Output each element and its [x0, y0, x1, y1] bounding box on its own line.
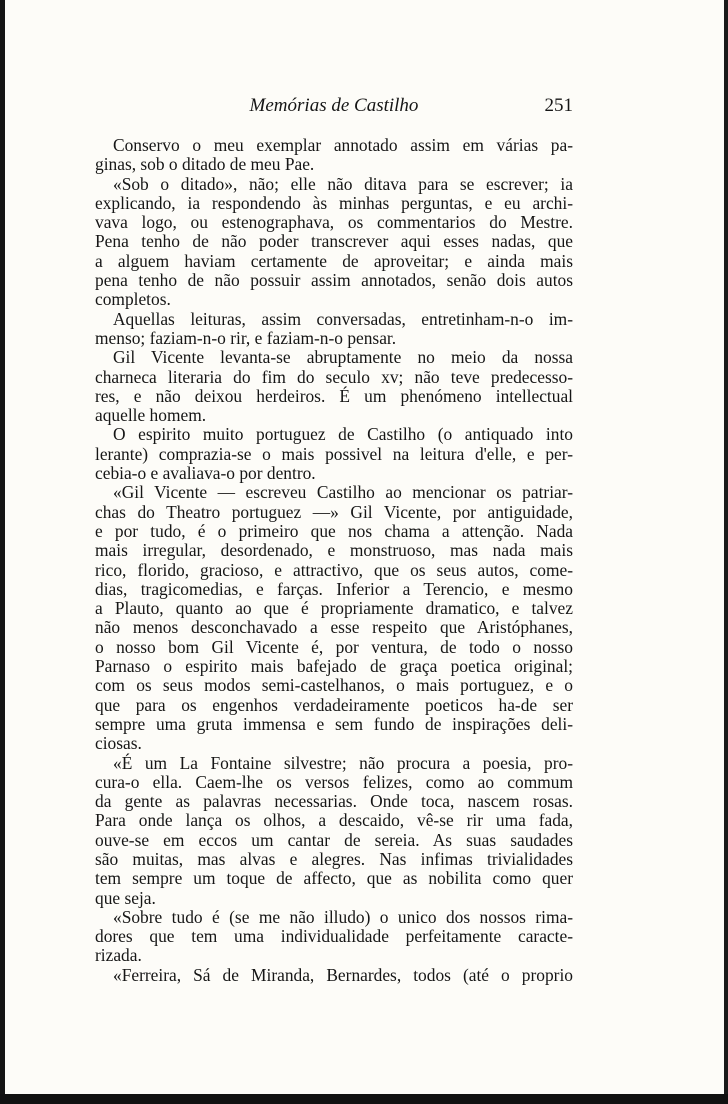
text-line: sempre uma gruta immensa e sem fundo de inspirações deli- [95, 713, 573, 734]
text-line: pena tenho de não possuir assim annotados, senão dois autos [95, 270, 573, 291]
page-number: 251 [544, 95, 573, 116]
text-line: «Gil Vicente — escreveu Castilho ao mencionar os patriar- [113, 482, 573, 503]
text-line: «Sob o ditado», não; elle não ditava para se escrever; ia [113, 173, 573, 194]
text-line: menso; faziam-n-o rir, e faziam-n-o pensar. [95, 327, 397, 348]
text-line: charneca literaria do fim do seculo xv; não teve predecesso- [95, 366, 573, 387]
scan-edge-right [724, 0, 728, 1104]
text-line: tem sempre um toque de affecto, que as nobilita como quer [95, 868, 573, 889]
text-line: completos. [95, 289, 171, 310]
text-line: explicando, ia respondendo às minhas perguntas, e eu archi- [95, 192, 573, 213]
text-line: e por tudo, é o primeiro que nos chama a attenção. Nada [95, 520, 573, 541]
text-line: vava logo, ou estenographava, os commentarios do Mestre. [95, 212, 573, 233]
text-line: cura-o ella. Caem-lhe os versos felizes, como ao commum [95, 771, 573, 792]
text-line: aquelle homem. [95, 405, 207, 426]
text-line: ouve-se em eccos um cantar de sereia. As suas saudades [95, 829, 573, 850]
page-header [95, 95, 573, 119]
scan-edge-left [0, 0, 5, 1104]
text-line: Aquellas leituras, assim conversadas, entretinham-n-o im- [113, 308, 573, 329]
text-line: rizada. [95, 945, 142, 966]
text-line: cebia-o e avaliava-o por dentro. [95, 463, 316, 484]
body-text [95, 136, 573, 985]
text-line: mais irregular, desordenado, e monstruoso, mas nada mais [95, 540, 573, 561]
text-line: a Plauto, quanto ao que é propriamente dramatico, e talvez [95, 598, 573, 619]
text-line: ciosas. [95, 733, 142, 754]
text-line: que seja. [95, 887, 156, 908]
text-line: são muitas, mas alvas e alegres. Nas infimas trivialidades [95, 848, 573, 869]
text-line: «Sobre tudo é (se me não illudo) o unico dos nossos rima- [113, 906, 573, 927]
text-line: a alguem haviam certamente de aproveitar; e ainda mais [95, 250, 573, 271]
scan-edge-bottom [0, 1094, 728, 1104]
text-line: dias, tragicomedias, e farças. Inferior a Terencio, e mesmo [95, 578, 573, 599]
text-line: chas do Theatro portuguez —» Gil Vicente, por antiguidade, [95, 501, 573, 522]
text-line: «Ferreira, Sá de Miranda, Bernardes, todos (até o proprio [113, 964, 573, 985]
text-line: lerante) comprazia-se o mais possivel na leitura d'elle, e per- [95, 443, 573, 464]
text-line: o nosso bom Gil Vicente é, por ventura, de todo o nosso [95, 636, 573, 657]
text-line: Pena tenho de não poder transcrever aqui esses nadas, que [95, 231, 573, 252]
text-line: da gente as palavras necessarias. Onde toca, nascem rosas. [95, 791, 573, 812]
text-line: «É um La Fontaine silvestre; não procura a poesia, pro- [113, 752, 573, 773]
text-line: ginas, sob o ditado de meu Pae. [95, 154, 315, 175]
text-line: não menos desconchavado a esse respeito que Aristóphanes, [95, 617, 573, 638]
text-line: com os seus modos semi-castelhanos, o mais portuguez, e o [95, 675, 573, 696]
text-line: Gil Vicente levanta-se abruptamente no meio da nossa [113, 347, 573, 368]
text-line: Parnaso o espirito mais bafejado de graça poetica original; [95, 656, 573, 677]
text-line: O espirito muito portuguez de Castilho (o antiquado into [113, 424, 573, 445]
text-line: res, e não deixou herdeiros. É um phenómeno intellectual [95, 385, 573, 406]
text-line: Para onde lança os olhos, a descaido, vê-se rir uma fada, [95, 810, 573, 831]
text-line: rico, florido, gracioso, e attractivo, que os seus autos, come- [95, 559, 573, 580]
text-line: dores que tem uma individualidade perfeitamente caracte- [95, 926, 573, 947]
running-title: Memórias de Castilho [249, 95, 419, 116]
text-line: Conservo o meu exemplar annotado assim em várias pa- [113, 135, 573, 155]
text-line: que para os engenhos verdadeiramente poeticos ha-de ser [95, 694, 573, 715]
